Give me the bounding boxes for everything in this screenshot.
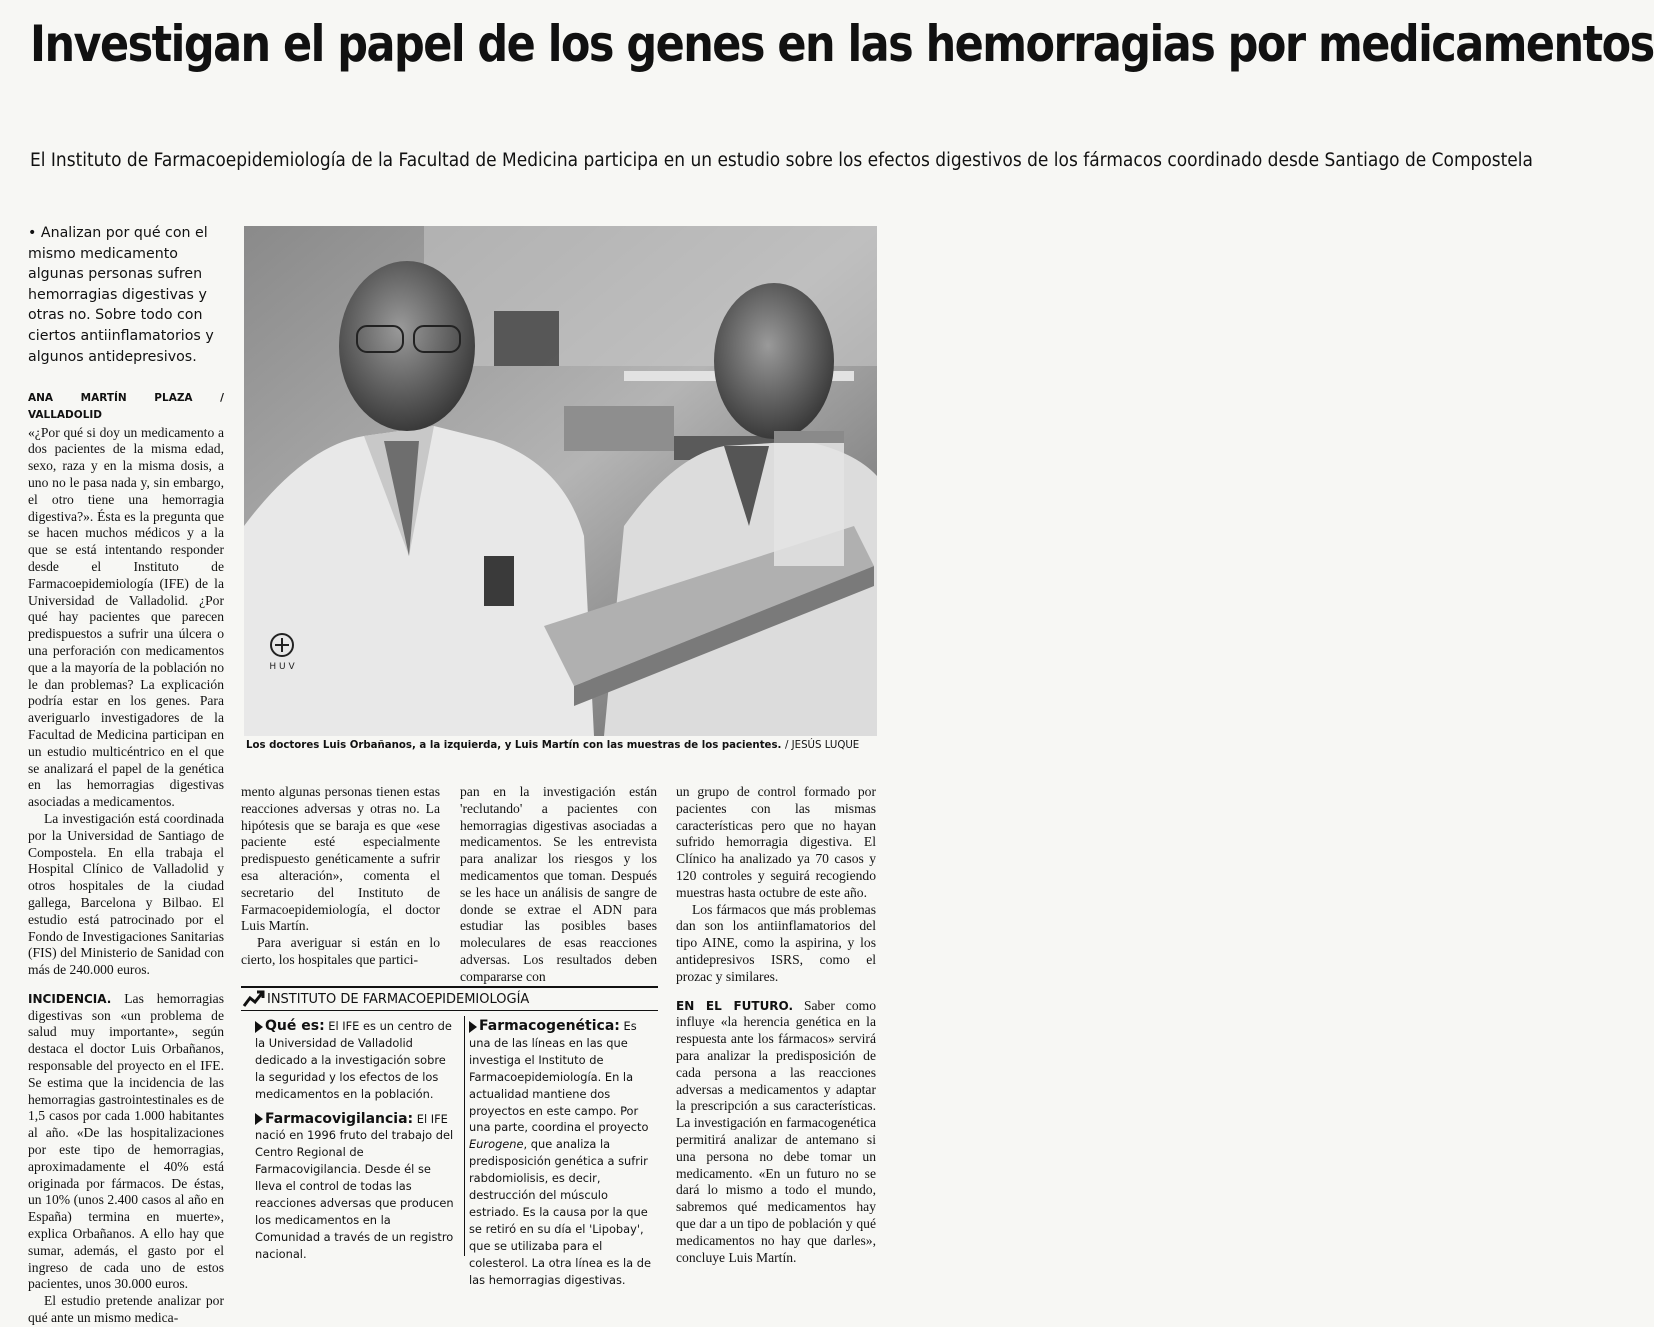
subheadline: El Instituto de Farmacoepidemiología de la Facultad de Medicina participa en un estudio sobre los efectos digestivos de los fármacos coordinado desde Santiago de Compostela xyxy=(30,150,1533,171)
photo-credit: / JESÚS LUQUE xyxy=(784,740,860,751)
byline: ANA MARTÍN PLAZA / VALLADOLID xyxy=(28,392,224,421)
section-lead: INCIDENCIA. xyxy=(28,991,112,1006)
article-column-3 xyxy=(460,784,657,986)
paragraph: Los fármacos que más problemas dan son los antiinflamatorios del tipo AINE, como la aspirina, y los antidepresivos ISRS, como el prozac y similares. xyxy=(676,901,876,984)
info-box-header xyxy=(241,986,658,1011)
info-item-text: El IFE nació en 1996 fruto del trabajo del Centro Regional de Farmacovigilancia. Desde él se lleva el control de todas las reacciones adversas que producen los medicamentos en la Comunidad a través de un registro nacional. xyxy=(255,1111,454,1261)
hospital-logo-icon xyxy=(268,631,296,659)
info-item-text: Es una de las líneas en las que investiga el Instituto de Farmacoepidemiología. En la actualidad mantiene dos proyectos en este campo. Por una parte, coordina el proyecto xyxy=(469,1019,649,1135)
paragraph xyxy=(28,991,224,1293)
article-photo xyxy=(244,226,877,736)
summary-blurb: • Analizan por qué con el mismo medicamento algunas personas sufren hemorragias digestivas y otras no. Sobre todo con ciertos antiinflamatorios y algunos antidepresivos. xyxy=(28,225,214,365)
article-column-2 xyxy=(241,784,440,969)
caption-text: Los doctores Luis Orbañanos, a la izquierda, y Luis Martín con las muestras de los pacientes. xyxy=(246,740,782,751)
paragraph: Para averiguar si están en lo cierto, los hospitales que partici- xyxy=(241,935,440,967)
section-lead: EN EL FUTURO. xyxy=(676,998,794,1013)
info-box-divider xyxy=(464,1016,465,1256)
info-item-que-es xyxy=(255,1018,455,1103)
info-box xyxy=(241,986,658,1287)
info-item-heading: Qué es: xyxy=(265,1018,325,1034)
info-item-heading: Farmacogenética: xyxy=(479,1018,620,1034)
article-column-4 xyxy=(676,784,876,1266)
photo-caption xyxy=(246,740,886,751)
triangle-bullet-icon xyxy=(255,1021,263,1033)
hospital-logo xyxy=(262,631,302,672)
paragraph-text: Saber como influye «la herencia genética en la respuesta ante los fármacos» servirá para analizar la predisposición de cada persona a las reacciones adversas a medicamentos y adaptar la prescripción a sus características. La investigación en farmacogenética permitirá analizar de antemano si una persona no debe tomar un medicamento. «En un futuro no se dará lo mismo a todo el mundo, sabremos qué medicamentos hay que dar a un tipo de población y qué medicamentos no hay que darles», concluye Luis Martín. xyxy=(676,997,876,1265)
paragraph: El estudio pretende analizar por qué ante un mismo medica- xyxy=(28,1293,224,1326)
paragraph: pan en la investigación están 'reclutando' a pacientes con hemorragias digestivas asociadas a medicamentos. Se les entrevista para analizar los riesgos y los medicamentos que toman. Después se les hace un análisis de sangre de donde se extrae el ADN para estudiar las posibles bases moleculares de esas reacciones adversas. Los resultados deben compararse con xyxy=(460,784,657,984)
photo-illustration xyxy=(244,226,877,736)
article-column-1 xyxy=(28,390,224,1327)
paragraph: «¿Por qué si doy un medicamento a dos pacientes de la misma edad, sexo, raza y en la misma dosis, a uno no le pasa nada y, sin embargo, el otro tiene una hemorragia digestiva?». Ésta es la pregunta que se hacen muchos médicos y a la que se está intentando responder desde el Instituto de Farmacoepidemiología (IFE) de la Universidad de Valladolid. ¿Por qué hay pacientes que parecen predispuestos a sufrir una úlcera o una perforación con medicamentos que a la mayoría de la población no le dan problemas? La explicación podría estar en los genes. Para averiguarlo investigadores de la Facultad de Medicina participan en un estudio multicéntrico en el que se analizará el papel de la genética en las hemorragias digestivas asociadas a medicamentos. xyxy=(28,424,224,810)
info-item-heading: Farmacovigilancia: xyxy=(265,1110,414,1127)
triangle-bullet-icon xyxy=(255,1113,263,1125)
info-box-title: INSTITUTO DE FARMACOEPIDEMIOLOGÍA xyxy=(267,992,530,1007)
paragraph-text: Las hemorragias digestivas son «un problema de salud muy importante», según destaca el doctor Luis Orbañanos, responsable del proyecto en el IFE. Se estima que la incidencia de las hemorragias gastrointestinales es de 1,5 casos por cada 1.000 habitantes al año. «De las hospitalizaciones por este tipo de hemorragias, aproximadamente el 40% está originada por fármacos. De éstas, un 10% (unos 2.400 casos al año en España) termina en muerte», explica Orbañanos. A ello hay que sumar, además, el gasto por el ingreso de cada uno de estos pacientes, unos 30.000 euros. xyxy=(28,990,224,1292)
project-name: Eurogene xyxy=(469,1137,524,1152)
info-item-farmacovigilancia xyxy=(255,1111,455,1263)
headline: Investigan el papel de los genes en las hemorragias por medicamentos xyxy=(30,15,1654,73)
info-item-farmacogenetica xyxy=(469,1018,659,1289)
triangle-bullet-icon xyxy=(469,1021,477,1033)
paragraph: un grupo de control formado por pacientes con las mismas características pero que no hayan sufrido hemorragia digestiva. El Clínico ha analizado ya 70 casos y 120 controles y seguirá recogiendo muestras hasta octubre de este año. xyxy=(676,784,876,900)
info-item-text: , que analiza la predisposición genética a sufrir rabdomiolisis, es decir, destrucción del músculo estriado. Es la causa por la que se retiró en su día el 'Lipobay', que se utilizaba para el colesterol. La otra línea es la de las hemorragias digestivas. xyxy=(469,1137,652,1287)
hospital-logo-text: H U V xyxy=(269,662,295,672)
info-item-text: El IFE es un centro de la Universidad de Valladolid dedicado a la investigación sobre la seguridad y los efectos de los medicamentos en la población. xyxy=(255,1019,452,1101)
paragraph: mento algunas personas tienen estas reacciones adversas y otras no. La hipótesis que se baraja es que «ese paciente esté especialmente predispuesto genéticamente a sufrir esa alteración», comenta el secretario del Instituto de Farmacoepidemiología, el doctor Luis Martín. xyxy=(241,784,440,934)
paragraph: La investigación está coordinada por la Universidad de Santiago de Compostela. En ella trabaja el Hospital Clínico de Valladolid y otros hospitales de la ciudad gallega, Barcelona y Bilbao. El estudio está patrocinado por el Fondo de Investigaciones Sanitarias (FIS) del Ministerio de Sanidad con más de 240.000 euros. xyxy=(28,810,224,978)
info-box-column-left xyxy=(255,1018,455,1265)
trend-arrow-icon xyxy=(243,990,265,1008)
paragraph xyxy=(676,998,876,1267)
info-box-column-right xyxy=(469,1018,659,1291)
